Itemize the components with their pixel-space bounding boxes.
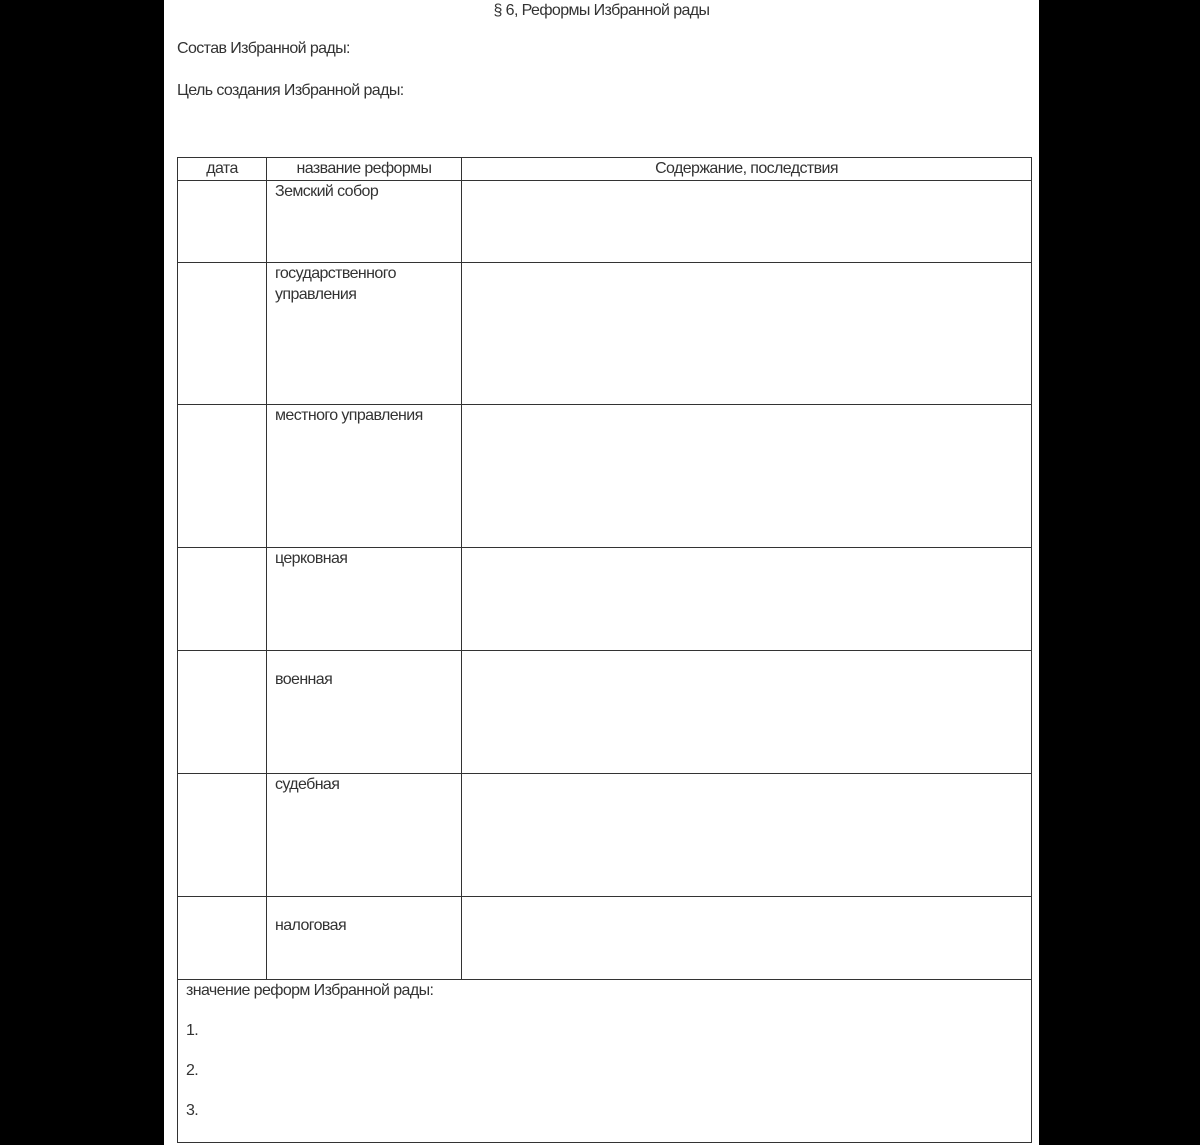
significance-cell[interactable] <box>178 980 1032 1143</box>
reform-name-cell <box>267 774 462 897</box>
list-item: 2. <box>186 1062 199 1079</box>
significance-label: значение реформ Избранной рады: <box>186 982 434 999</box>
table-row <box>178 774 1032 897</box>
reform-name-cell <box>267 405 462 548</box>
significance-row <box>178 980 1032 1143</box>
date-cell[interactable] <box>178 263 267 405</box>
page-title: § 6, Реформы Избранной рады <box>493 2 710 19</box>
content-cell[interactable] <box>462 405 1032 548</box>
list-item: 3. <box>186 1102 199 1119</box>
header-name: название реформы <box>267 158 462 181</box>
reform-name-cell <box>267 181 462 263</box>
table-row <box>178 405 1032 548</box>
reform-name: местного управления <box>275 407 423 424</box>
reform-name-cell <box>267 548 462 651</box>
table-row <box>178 897 1032 980</box>
reform-name: Земский собор <box>275 183 379 200</box>
header-content: Содержание, последствия <box>462 158 1032 181</box>
reform-name-cell <box>267 651 462 774</box>
reform-name: налоговая <box>275 917 347 934</box>
content-cell[interactable] <box>462 774 1032 897</box>
date-cell[interactable] <box>178 181 267 263</box>
reform-name: государственного управления <box>275 265 396 303</box>
reform-name-cell <box>267 897 462 980</box>
purpose-label: Цель создания Избранной рады: <box>177 82 404 99</box>
date-cell[interactable] <box>178 774 267 897</box>
table-row <box>178 651 1032 774</box>
header-date: дата <box>178 158 267 181</box>
list-item: 1. <box>186 1022 199 1039</box>
table-row <box>178 263 1032 405</box>
content-cell[interactable] <box>462 548 1032 651</box>
content-cell[interactable] <box>462 651 1032 774</box>
table-row <box>178 548 1032 651</box>
date-cell[interactable] <box>178 651 267 774</box>
reform-name-cell <box>267 263 462 405</box>
date-cell[interactable] <box>178 405 267 548</box>
table-row <box>178 181 1032 263</box>
document-page <box>164 0 1039 1145</box>
content-cell[interactable] <box>462 897 1032 980</box>
date-cell[interactable] <box>178 548 267 651</box>
reform-name: судебная <box>275 776 340 793</box>
reforms-table <box>177 157 1032 1143</box>
composition-label: Состав Избранной рады: <box>177 40 350 57</box>
date-cell[interactable] <box>178 897 267 980</box>
reform-name: военная <box>275 671 333 688</box>
content-cell[interactable] <box>462 181 1032 263</box>
content-cell[interactable] <box>462 263 1032 405</box>
reform-name: церковная <box>275 550 348 567</box>
table-header-row <box>178 158 1032 181</box>
